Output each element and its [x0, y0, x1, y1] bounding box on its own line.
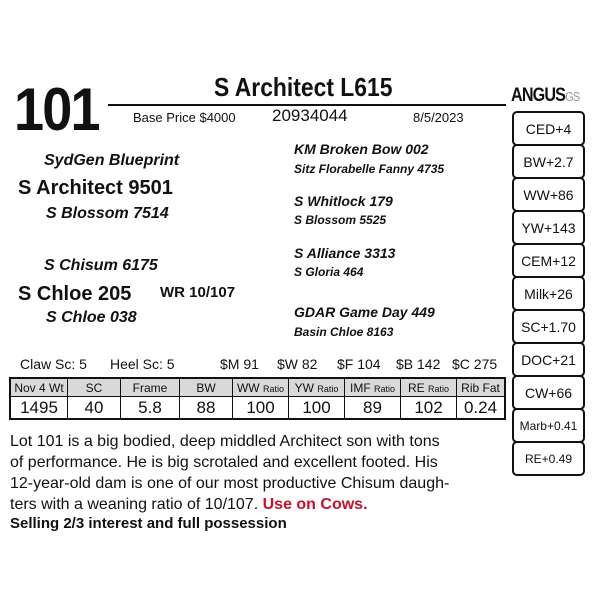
pedigree-ds-dam: S Gloria 464 — [294, 265, 364, 279]
base-price: Base Price $4000 — [133, 110, 236, 125]
perf-header-label: YW — [294, 380, 314, 395]
perf-header-label: Nov 4 Wt — [14, 380, 64, 395]
epd-yw: YW+143 — [512, 210, 585, 245]
pedigree-dam-sire: S Chisum 6175 — [44, 257, 158, 274]
epd-bw: BW+2.7 — [512, 144, 585, 179]
performance-value-row — [11, 397, 504, 418]
registration-number: 20934044 — [272, 106, 348, 125]
pedigree-sd-sire: S Whitlock 179 — [294, 193, 393, 209]
epd-cem: CEM+12 — [512, 243, 585, 278]
heel-score: Heel Sc: 5 — [110, 356, 175, 372]
perf-value: 88 — [180, 397, 233, 418]
perf-header-sub: Ratio — [262, 383, 284, 394]
birth-date: 8/5/2023 — [413, 110, 464, 125]
animal-name: S Architect L615 — [214, 72, 393, 102]
pedigree-sire: S Architect 9501 — [18, 177, 173, 199]
pedigree-ds-sire: S Alliance 3313 — [294, 245, 396, 261]
claw-score: Claw Sc: 5 — [20, 356, 87, 372]
description-line: of performance. He is big scrotaled and excellent footed. His — [10, 454, 438, 471]
perf-header — [457, 379, 504, 397]
perf-header — [121, 379, 180, 397]
pedigree-ssr-sire: KM Broken Bow 002 — [294, 141, 429, 157]
pedigree-dd-sire: GDAR Game Day 449 — [294, 304, 435, 320]
index-m: $M 91 — [220, 356, 259, 372]
logo-main: ANGUS — [511, 85, 566, 106]
perf-header-label: IMF — [349, 380, 371, 395]
angus-logo — [511, 85, 579, 107]
index-w: $W 82 — [277, 356, 318, 372]
epd-column — [512, 111, 585, 474]
perf-header-sub: Ratio — [428, 383, 450, 394]
index-f: $F 104 — [337, 356, 381, 372]
perf-value: 40 — [68, 397, 121, 418]
perf-header — [11, 379, 68, 397]
epd-sc: SC+1.70 — [512, 309, 585, 344]
dam-weaning-ratio: WR 10/107 — [160, 284, 236, 301]
perf-value: 5.8 — [121, 397, 180, 418]
pedigree-sire-dam: S Blossom 7514 — [46, 205, 169, 222]
performance-table — [9, 377, 506, 420]
perf-header — [68, 379, 121, 397]
perf-header-label: WW — [236, 380, 260, 395]
perf-header-label: BW — [196, 380, 216, 395]
epd-ww: WW+86 — [512, 177, 585, 212]
lot-description — [10, 431, 506, 515]
epd-ced: CED+4 — [512, 111, 585, 146]
perf-header-label: Frame — [132, 380, 168, 395]
logo-suffix: GS — [565, 89, 580, 104]
pedigree-dd-dam: Basin Chloe 8163 — [294, 325, 394, 339]
epd-marb: Marb+0.41 — [512, 408, 585, 443]
perf-header — [233, 379, 289, 397]
epd-re: RE+0.49 — [512, 441, 585, 476]
pedigree-dam: S Chloe 205 — [18, 283, 132, 305]
perf-value: 1495 — [11, 397, 68, 418]
description-line-text: ters with a weaning ratio of 10/107. — [10, 496, 259, 513]
index-c: $C 275 — [452, 356, 498, 372]
perf-header-label: SC — [85, 380, 103, 395]
pedigree-sd-dam: S Blossom 5525 — [294, 213, 387, 227]
epd-milk: Milk+26 — [512, 276, 585, 311]
description-line: Lot 101 is a big bodied, deep middled Architect son with tons — [10, 433, 440, 450]
lot-number: 101 — [14, 76, 99, 143]
perf-value: 100 — [289, 397, 345, 418]
perf-header-sub: Ratio — [374, 383, 396, 394]
perf-header-label: RE — [407, 380, 425, 395]
description-line: 12-year-old dam is one of our most productive Chisum daugh- — [10, 475, 450, 492]
perf-value: 102 — [401, 397, 457, 418]
use-on-cows-highlight: Use on Cows. — [262, 496, 368, 513]
perf-value: 89 — [345, 397, 401, 418]
perf-value: 100 — [233, 397, 289, 418]
perf-header-label: Rib Fat — [461, 380, 500, 395]
epd-doc: DOC+21 — [512, 342, 585, 377]
description-line — [10, 494, 506, 515]
pedigree-dam-dam: S Chloe 038 — [46, 309, 137, 326]
performance-header-row — [11, 379, 504, 397]
perf-header — [289, 379, 345, 397]
pedigree-sire-sire: SydGen Blueprint — [44, 152, 180, 169]
pedigree-ssr-dam: Sitz Florabelle Fanny 4735 — [294, 162, 445, 176]
perf-header — [345, 379, 401, 397]
perf-header-sub: Ratio — [317, 383, 339, 394]
perf-header — [401, 379, 457, 397]
selling-terms: Selling 2/3 interest and full possession — [10, 515, 287, 532]
perf-value: 0.24 — [463, 397, 498, 417]
index-b: $B 142 — [396, 356, 441, 372]
epd-cw: CW+66 — [512, 375, 585, 410]
perf-header — [180, 379, 233, 397]
